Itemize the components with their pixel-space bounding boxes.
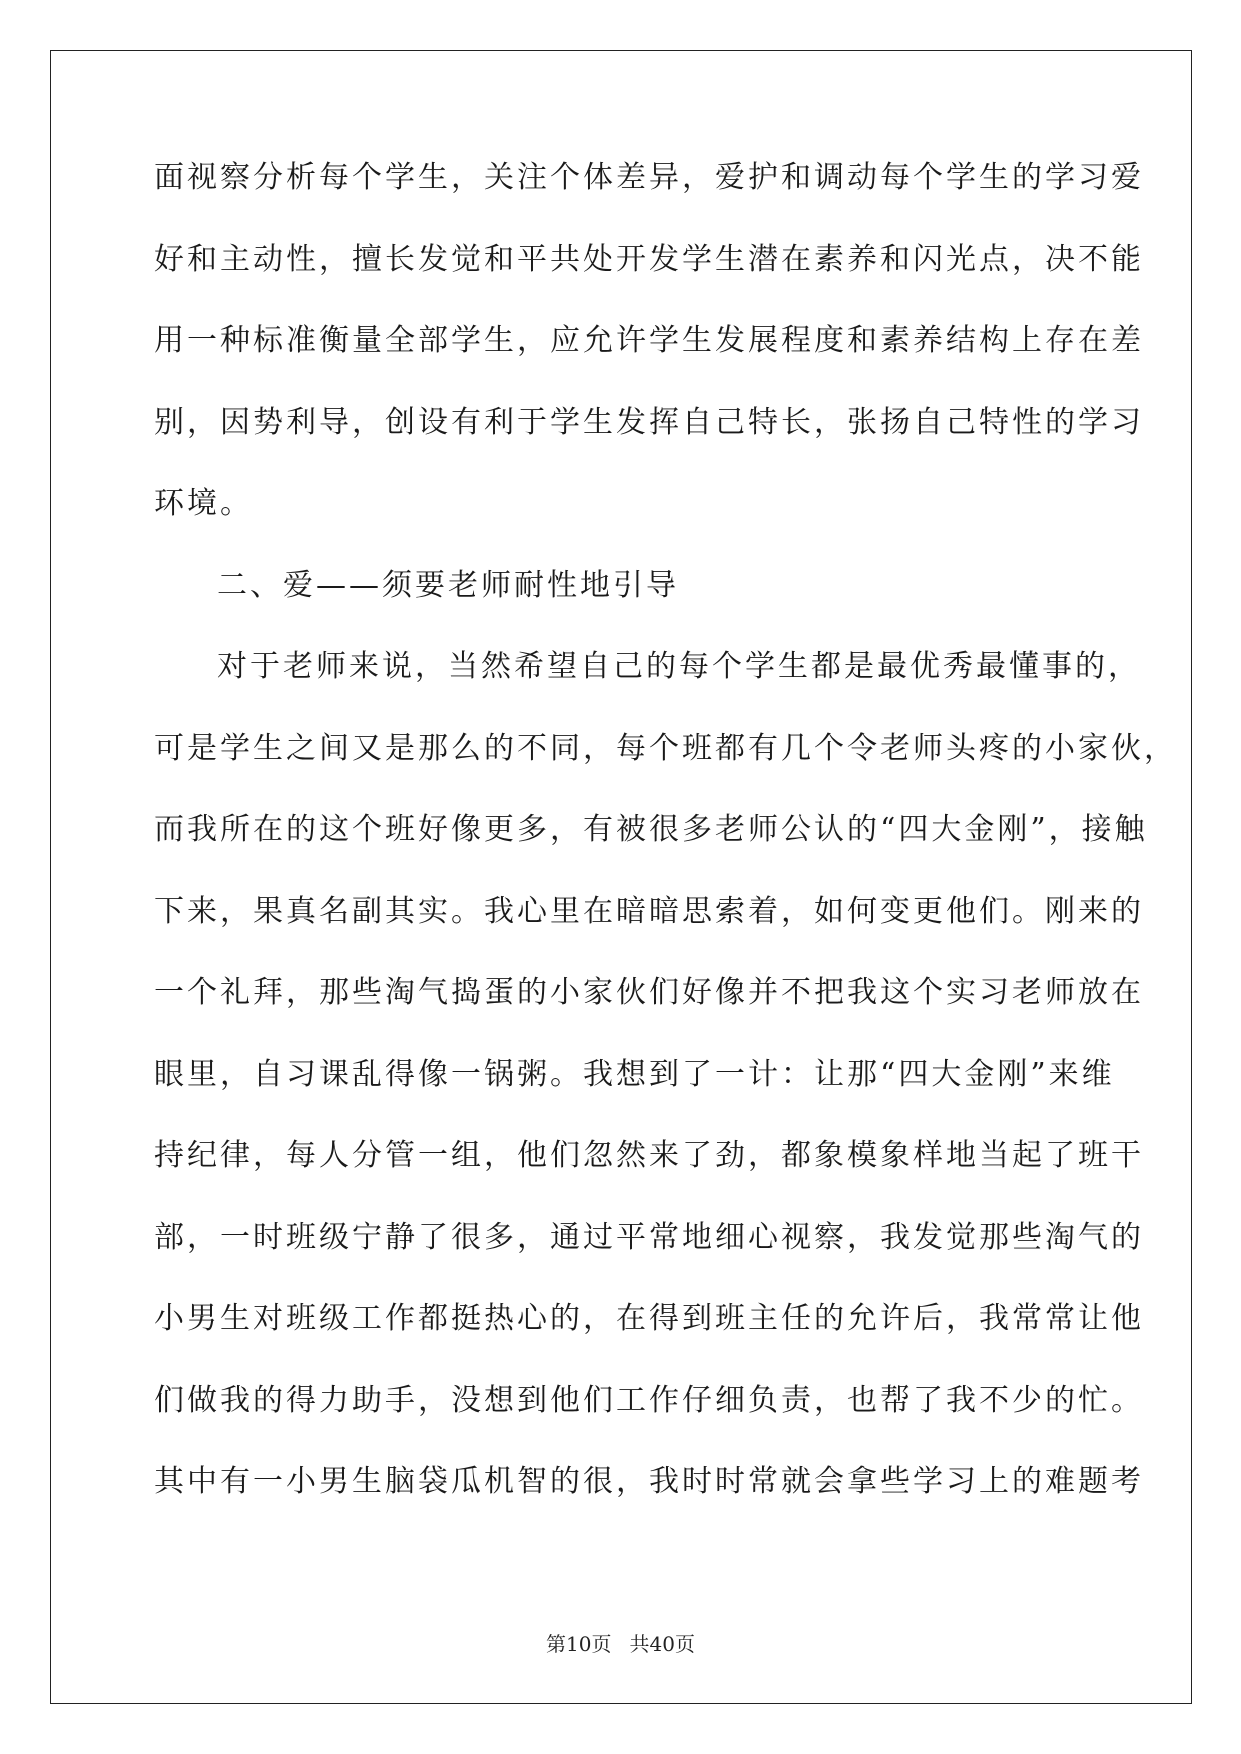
text-line: 用一种标准衡量全部学生，应允许学生发展程度和素养结构上存在差 <box>154 323 1144 358</box>
section-heading: 二、爱——须要老师耐性地引导 <box>217 567 679 603</box>
text-line: 一个礼拜，那些淘气捣蛋的小家伙们好像并不把我这个实习老师放在 <box>154 975 1144 1010</box>
text-line: 别，因势利导，创设有利于学生发挥自己特长，张扬自己特性的学习 <box>154 404 1144 440</box>
document-body <box>154 158 1177 1544</box>
text-line: 可是学生之间又是那么的不同，每个班都有几个令老师头疼的小家伙， <box>154 730 1177 766</box>
text-line: 好和主动性，擅长发觉和平共处开发学生潜在素养和闪光点，决不能 <box>154 241 1144 277</box>
text-line: 持纪律，每人分管一组，他们忽然来了劲，都象模象样地当起了班干 <box>154 1138 1144 1173</box>
text-line: 面视察分析每个学生，关注个体差异，爱护和调动每个学生的学习爱 <box>154 160 1144 195</box>
page-total: 共40页 <box>629 1632 695 1656</box>
text-line: 小男生对班级工作都挺热心的，在得到班主任的允许后，我常常让他 <box>154 1301 1144 1336</box>
text-line: 部，一时班级宁静了很多，通过平常地细心视察，我发觉那些淘气的 <box>154 1219 1144 1255</box>
text-line: 其中有一小男生脑袋瓜机智的很，我时时常就会拿些学习上的难题考 <box>154 1464 1144 1499</box>
text-line: 而我所在的这个班好像更多，有被很多老师公认的“四大金刚”，接触 <box>154 812 1148 847</box>
text-line: 下来，果真名副其实。我心里在暗暗思索着，如何变更他们。刚来的 <box>154 893 1144 929</box>
page-footer <box>0 1628 1241 1657</box>
text-line: 们做我的得力助手，没想到他们工作仔细负责，也帮了我不少的忙。 <box>154 1382 1144 1418</box>
page-number: 第10页 <box>546 1632 612 1656</box>
text-line: 对于老师来说，当然希望自己的每个学生都是最优秀最懂事的， <box>217 649 1141 684</box>
text-line: 眼里，自习课乱得像一锅粥。我想到了一计：让那“四大金刚”来维 <box>154 1056 1115 1092</box>
text-line: 环境。 <box>154 486 253 521</box>
